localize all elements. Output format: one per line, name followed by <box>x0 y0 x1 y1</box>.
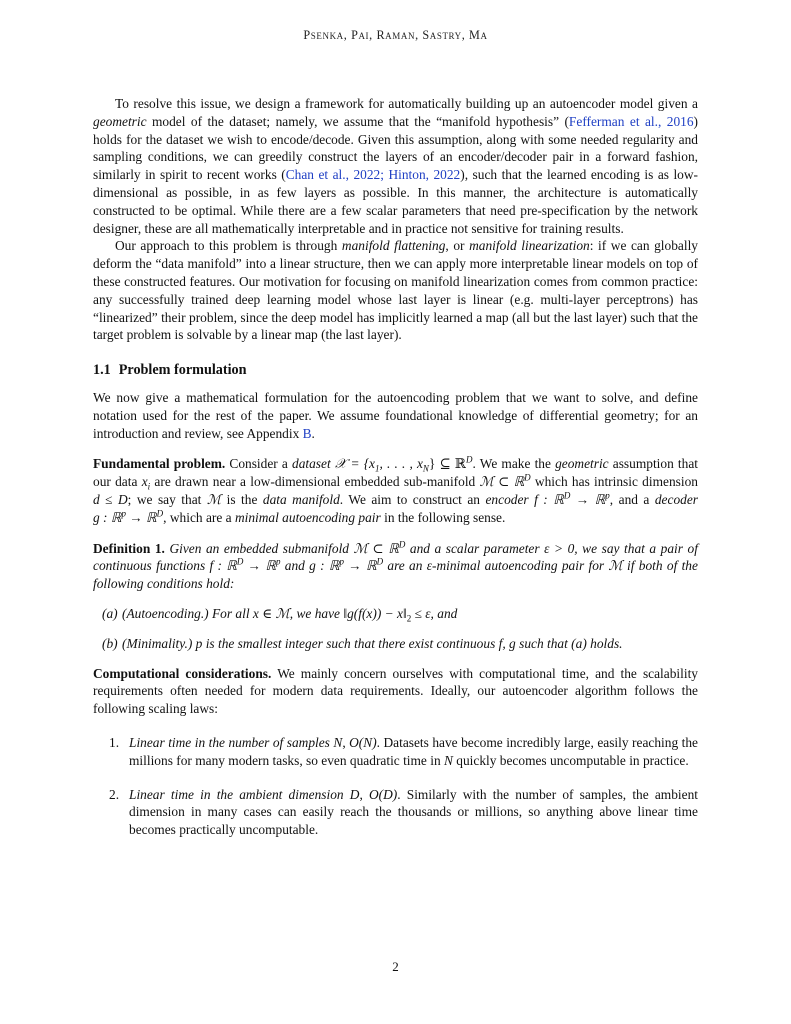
paragraph-heading: Computational considerations. <box>93 665 272 681</box>
math-part: ℳ ⊂ ℝ <box>353 540 399 556</box>
math-manifold <box>354 541 406 556</box>
math-part: → ℝ <box>570 491 606 507</box>
math-inline: p <box>195 635 203 651</box>
text: if both of the following conditions hold: <box>93 558 698 592</box>
text: , and <box>430 605 458 621</box>
math-sup: D <box>236 556 244 567</box>
scaling-laws-list <box>93 734 698 839</box>
math-part: → ℝ <box>125 509 157 525</box>
math-sup: D <box>376 556 384 567</box>
text: ; we say that <box>127 491 207 507</box>
math-part: → ℝ <box>243 558 276 574</box>
definition-1 <box>93 540 698 593</box>
body-text <box>93 95 698 855</box>
math-encoder <box>534 492 610 507</box>
math-inline: x ∈ ℳ <box>252 605 290 621</box>
fundamental-problem-paragraph <box>93 455 698 526</box>
math-sup: D <box>156 508 164 519</box>
math-sup: p <box>121 508 126 519</box>
condition-text <box>122 605 698 623</box>
condition-text <box>122 635 698 653</box>
text: , <box>359 786 369 802</box>
text: , we say that a pair of continuous functions <box>93 540 698 574</box>
math-part: f : ℝ <box>534 491 564 507</box>
text: assumption that our data <box>93 456 699 490</box>
citation-separator: ; <box>380 167 389 183</box>
text: , which are a <box>163 509 235 525</box>
list-number: 1. <box>109 734 120 750</box>
text: such that (a) holds. <box>515 635 623 651</box>
text: . <box>311 425 315 441</box>
emphasis: geometric <box>555 456 609 472</box>
emphasis: manifold flattening <box>341 238 446 254</box>
emphasis: geometric <box>93 113 147 129</box>
definition-conditions <box>93 605 698 653</box>
emphasis: dataset <box>292 456 331 472</box>
text: , <box>342 734 350 750</box>
emphasis: minimal autoencoding pair <box>234 509 381 525</box>
scaling-law-2 <box>109 786 698 839</box>
text: Given an embedded submanifold <box>164 540 354 556</box>
text: (Autoencoding.) For all <box>122 605 253 621</box>
definition-heading: Definition 1. <box>93 540 165 556</box>
math-sup: D <box>466 454 473 465</box>
math-manifold <box>480 474 531 489</box>
math-part: x <box>141 474 148 490</box>
condition-b <box>102 635 698 653</box>
computational-considerations-paragraph <box>93 665 698 718</box>
math-part: ≤ ε <box>411 605 431 621</box>
text: ), such that the learned encoding is as low-dimensional as possible, in as few layers as possible. In this manner, the architecture is automatically constructed to be optimal. While there are a few scalar parameters that need pre-specification by the network designer, these are all mathematically interpretable and in practice not sensitive for training results. <box>93 167 698 236</box>
text: , or <box>445 238 470 254</box>
appendix-link[interactable]: B <box>302 425 312 441</box>
text: ) holds for the dataset we wish to encode/decode. Given this assumption, along with some needed regularity and sampling conditions, we can greedily construct the layers of an encoder/decoder pair in a forward fashion, similarly in spirit to recent works ( <box>93 113 699 183</box>
text: and <box>280 558 310 574</box>
math-encoder <box>209 558 280 573</box>
math-part: } ⊆ ℝ <box>428 456 467 472</box>
math-inline: D <box>349 786 360 802</box>
text: , we have <box>289 605 344 621</box>
text: are an <box>383 558 427 574</box>
text: , and a <box>609 491 655 507</box>
text: Our approach to this problem is through <box>115 238 342 254</box>
emphasis: manifold linearization <box>469 238 590 254</box>
math-decoder <box>309 558 383 573</box>
math-dataset <box>334 454 473 475</box>
running-head: Psenka, Pai, Raman, Sastry, Ma <box>303 28 488 42</box>
citation-hinton[interactable]: Hinton, 2022 <box>388 167 461 183</box>
math-sub: 1 <box>375 464 380 475</box>
text: and a scalar parameter <box>405 540 545 556</box>
math-decoder <box>93 510 163 525</box>
math-part: 𝒳 = {x <box>334 456 375 472</box>
math-sub: N <box>422 464 429 475</box>
text: which has intrinsic dimension <box>530 474 698 490</box>
text: quickly becomes uncomputable in practice. <box>452 752 689 768</box>
section-title: Problem formulation <box>118 362 247 379</box>
intro-paragraph-1 <box>93 95 698 237</box>
text: are drawn near a low-dimensional embedded sub-manifold <box>150 474 480 490</box>
citation-chan[interactable]: Chan et al., 2022 <box>285 167 381 183</box>
emphasis: Linear time in the ambient dimension <box>129 786 350 802</box>
math-sub: i <box>147 481 151 492</box>
text: in the following sense. <box>380 509 506 525</box>
math-inline: f, g <box>498 635 516 651</box>
math-sup: D <box>524 472 531 483</box>
math-sup: p <box>275 556 281 567</box>
list-number: 2. <box>109 786 120 802</box>
emphasis: encoder <box>485 491 529 507</box>
math-inline: N <box>333 734 343 750</box>
math-sup: D <box>563 490 571 501</box>
scaling-law-1 <box>109 734 698 770</box>
math-sup: p <box>605 490 610 501</box>
text: To resolve this issue, we design a framework for automatically building up an autoencoder model given a <box>115 96 698 111</box>
section-heading <box>93 362 698 380</box>
text: . Similarly with the number of samples, the ambient dimension in many cases can easily reach the thousands or millions, so anything above linear time becomes practically uncomputable. <box>129 786 698 838</box>
text: Consider a <box>225 456 292 472</box>
page-number: 2 <box>392 959 399 974</box>
condition-label: (b) <box>102 635 118 651</box>
citation-fefferman[interactable]: Fefferman et al., 2016 <box>568 113 694 129</box>
section-number: 1.1 <box>93 362 111 379</box>
math-sup: D <box>398 539 406 550</box>
math-part: , . . . , x <box>379 456 423 472</box>
text: . We aim to construct an <box>339 491 486 507</box>
section-paragraph <box>93 389 698 442</box>
math-dimension: d ≤ D <box>93 491 128 507</box>
math-part: f : ℝ <box>209 558 237 574</box>
text: (Minimality.) <box>122 635 196 651</box>
math-epsilon: ε > 0 <box>544 540 575 556</box>
text: is the <box>221 491 263 507</box>
text: -minimal autoencoding pair for <box>432 558 609 574</box>
text: We now give a mathematical formulation for the autoencoding problem that we want to solve, and define notation used for the rest of the paper. We assume foundational knowledge of differential geometry; for an introduction and review, see Appendix <box>93 389 698 441</box>
text: : if we can globally deform the “data manifold” into a linear structure, then we can apply more interpretable linear models on top of these constructed features. Our motivation for focusing on manifold linearization comes from common practice: any successfully trained deep learning model whose last layer is linear (e.g. multi-layer perceptrons) has “linearized” their problem, since the deep model has implicitly learned a map (all but the last layer) such that the target problem is solvable by a linear map (the last layer). <box>93 238 698 343</box>
math-part: g : ℝ <box>309 558 340 574</box>
math-part: g : ℝ <box>93 509 122 525</box>
list-item-text <box>129 786 698 839</box>
list-item-text <box>129 734 698 770</box>
math-manifold-symbol: ℳ <box>206 491 222 507</box>
emphasis: data manifold <box>262 491 340 507</box>
math-xi <box>141 474 151 492</box>
emphasis: Linear time in the number of samples <box>129 734 334 750</box>
math-sub: 2 <box>406 613 412 624</box>
math-part: → ℝ <box>344 558 377 574</box>
math-inline: N <box>444 752 453 768</box>
text: We mainly concern ourselves with computational time, and the scalability requirements often needed for modern data requirements. Ideally, our autoencoder algorithm follows the following scaling laws: <box>93 665 698 717</box>
math-norm <box>343 605 431 624</box>
math-sup: p <box>339 556 344 567</box>
math-epsilon-symbol: ε <box>426 558 433 574</box>
paragraph-heading: Fundamental problem. <box>93 456 226 472</box>
math-inline: O(D) <box>368 786 398 802</box>
text: . Datasets have become incredibly large, easily reaching the millions for many modern tasks, so even quadratic time in <box>129 734 698 768</box>
emphasis: decoder <box>654 491 698 507</box>
math-manifold-symbol: ℳ <box>608 558 623 574</box>
text: model of the dataset; namely, we assume that the “manifold hypothesis” ( <box>146 113 569 129</box>
condition-a <box>102 605 698 624</box>
math-inline: O(N) <box>349 734 377 750</box>
intro-paragraph-2 <box>93 237 698 344</box>
text: is the smallest integer such that there exist continuous <box>202 635 499 651</box>
math-part: ‖g(f(x)) − x‖ <box>343 605 407 621</box>
math-part: ℳ ⊂ ℝ <box>479 474 525 490</box>
text: . We make the <box>472 456 556 472</box>
condition-label: (a) <box>102 605 118 621</box>
